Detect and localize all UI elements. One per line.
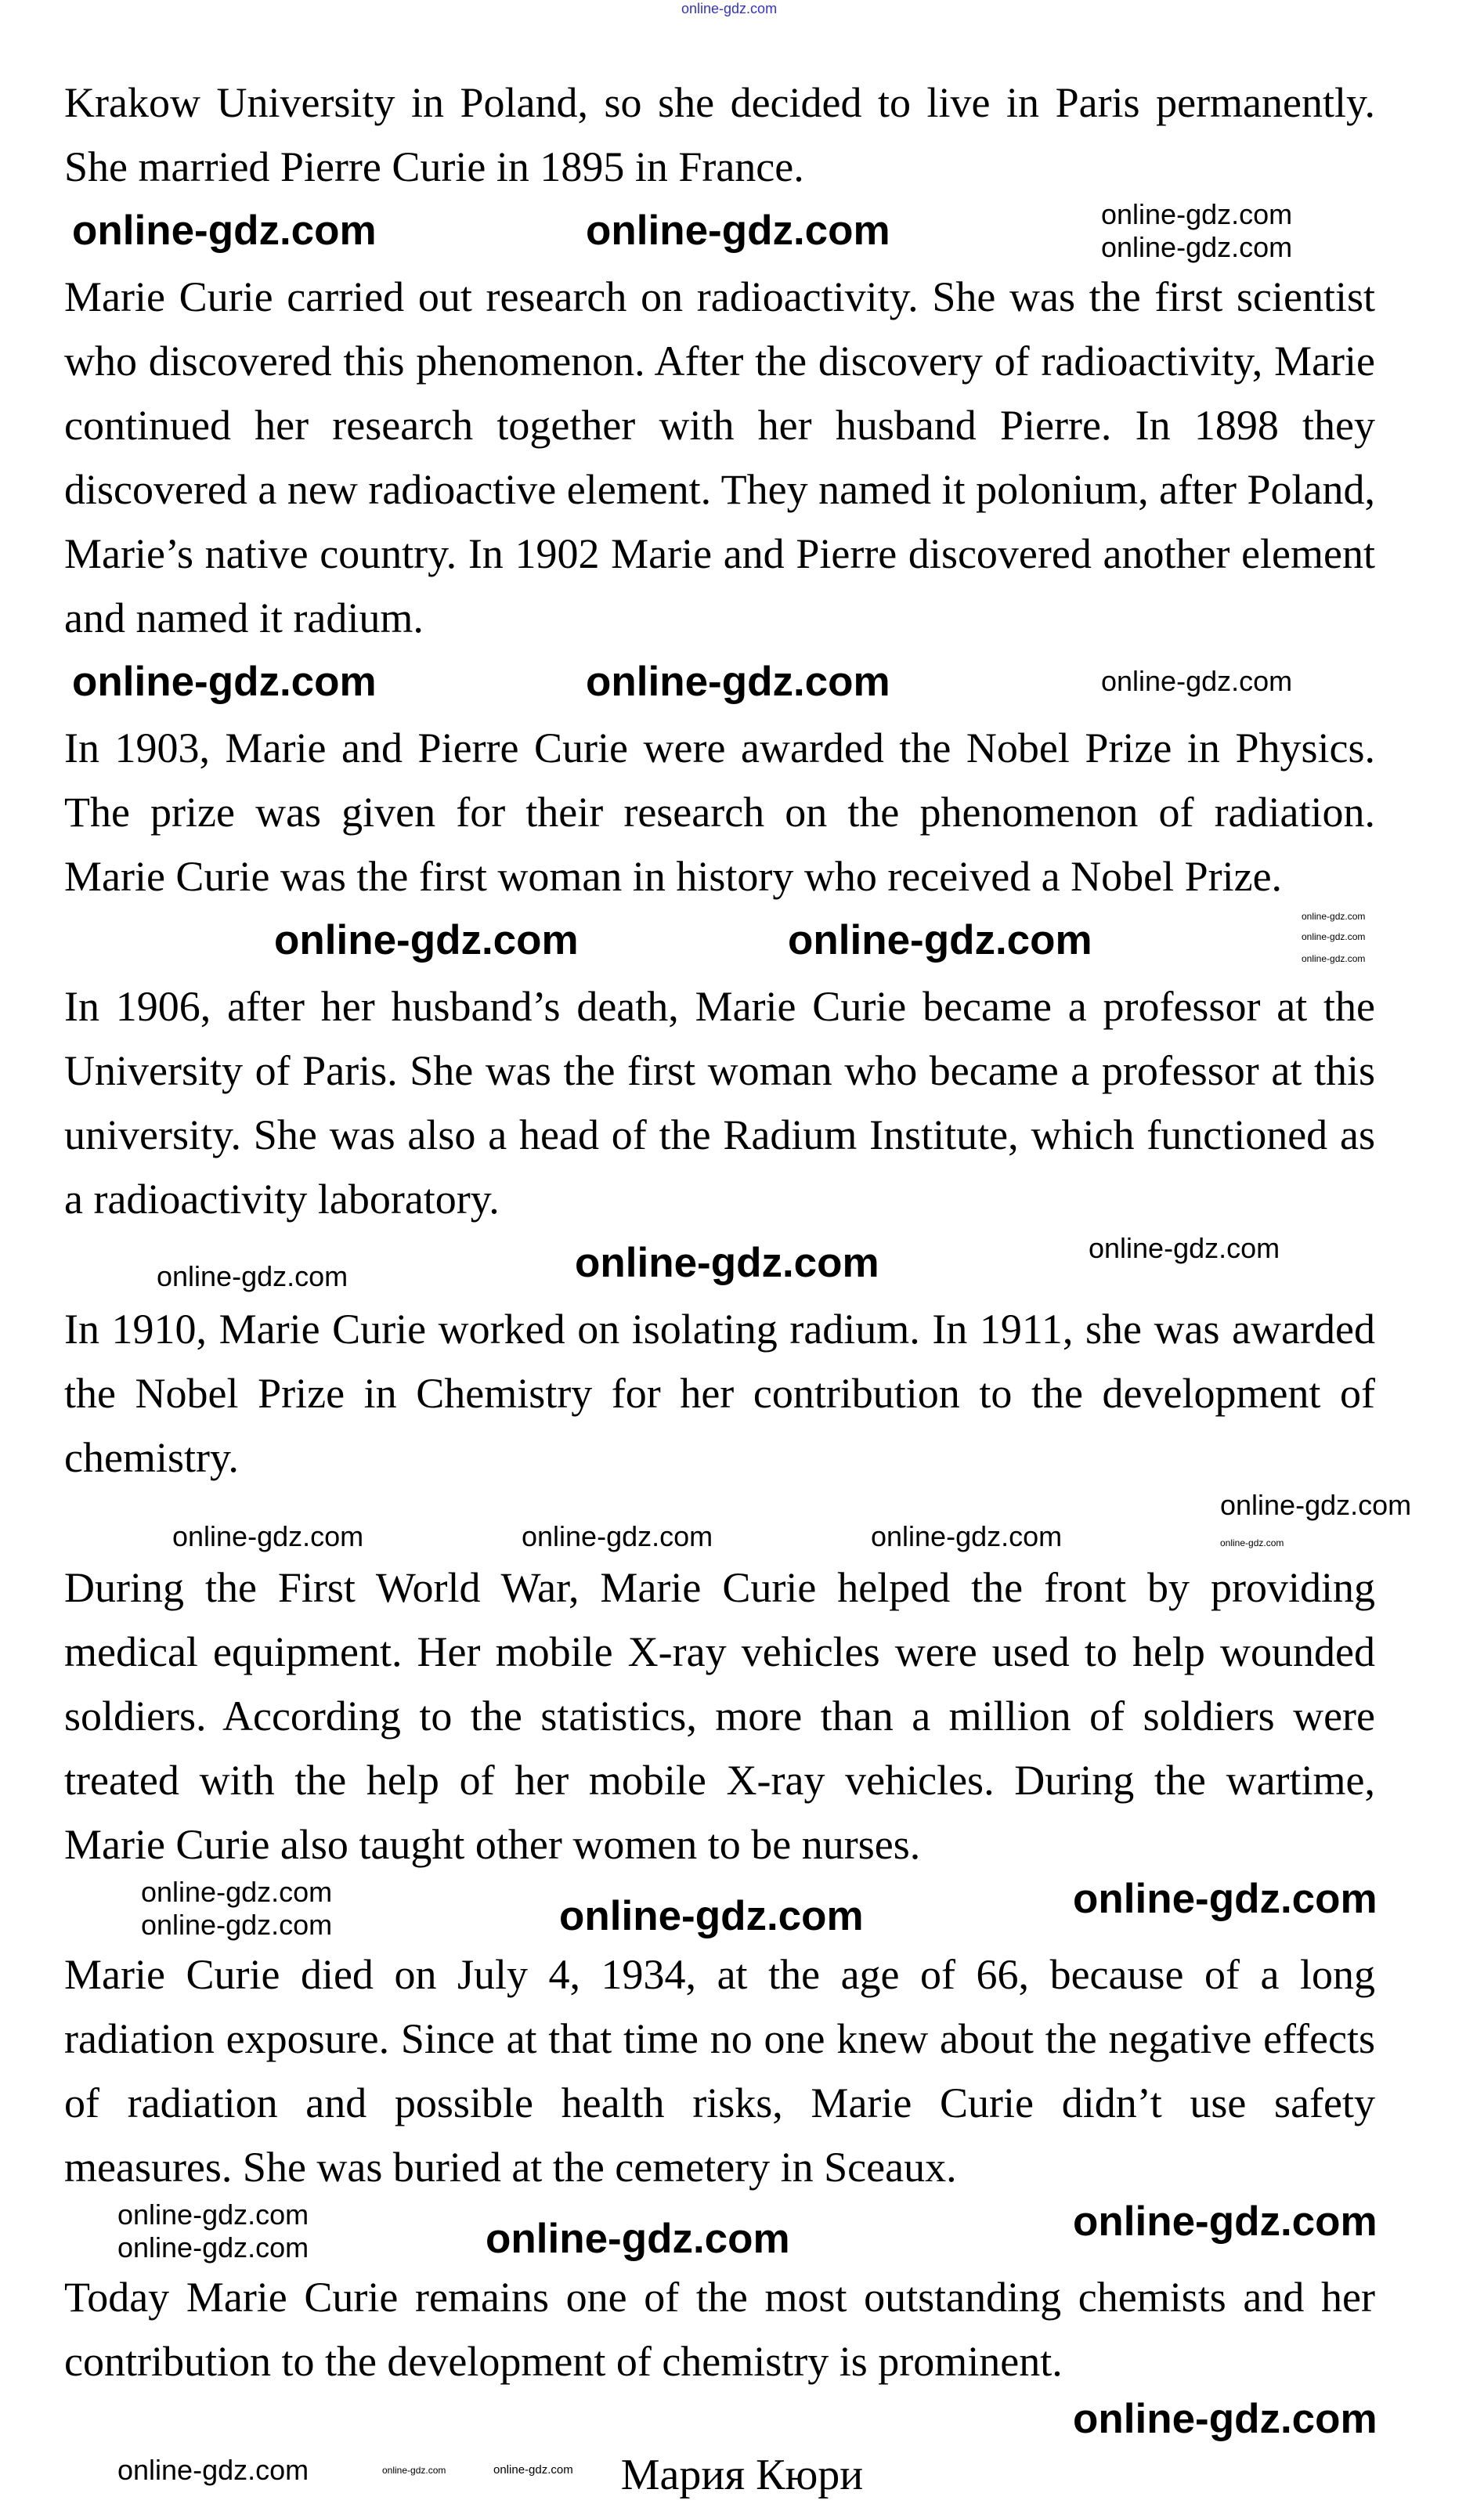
watermark: online-gdz.com [1073,2198,1377,2245]
watermark: online-gdz.com [493,2463,573,2477]
paragraph-7: Marie Curie died on July 4, 1934, at the age of 66, because of a long radiation exposure. Since at that time no one knew about the negative effects of radiation and possible health risks, Marie Curie didn’t use safety measures. She was buried at the cemetery in Sceaux. [64,1951,1375,2191]
watermark: online-gdz.com [141,1909,333,1941]
watermark-row [0,199,1484,265]
watermark: online-gdz.com [1073,2396,1377,2442]
watermark: online-gdz.com [1101,231,1293,263]
watermark-row [0,650,1484,716]
watermark: online-gdz.com [141,1876,333,1908]
watermark: online-gdz.com [172,1520,364,1552]
watermark: online-gdz.com [117,2454,309,2486]
watermark-row [0,1877,1484,1942]
watermark: online-gdz.com [586,659,890,705]
paragraph-8: Today Marie Curie remains one of the most outstanding chemists and her contribution to the development of chemistry is prominent. [64,2274,1375,2385]
watermark: online-gdz.com [274,917,579,963]
watermark: online-gdz.com [486,2216,790,2262]
footer-area [0,2394,1484,2511]
watermark: online-gdz.com [1101,198,1293,230]
header-area [0,0,1484,70]
watermark: online-gdz.com [681,1,778,16]
watermark: online-gdz.com [586,208,890,254]
watermark: online-gdz.com [1220,1537,1284,1548]
watermark: online-gdz.com [788,917,1092,963]
watermark-row [0,2199,1484,2265]
watermark: online-gdz.com [1101,665,1293,697]
paragraph-3: In 1903, Marie and Pierre Curie were awarded the Nobel Prize in Physics. The prize was given for their research on the phenomenon of radiation. Marie Curie was the first woman in history who received a Nobel Prize. [64,724,1375,900]
paragraph-1: Krakow University in Poland, so she decided to live in Paris permanently. She married Pierre Curie in 1895 in France. [64,79,1375,190]
watermark: online-gdz.com [72,208,377,254]
watermark: online-gdz.com [871,1520,1063,1552]
watermark: online-gdz.com [575,1240,879,1286]
watermark: online-gdz.com [117,2198,309,2231]
watermark: online-gdz.com [1302,953,1366,964]
watermark: online-gdz.com [1302,931,1366,942]
watermark: online-gdz.com [382,2465,446,2476]
watermark: online-gdz.com [157,1260,348,1292]
watermark: online-gdz.com [1302,911,1366,922]
watermark-row [0,1231,1484,1297]
paragraph-6: During the First World War, Marie Curie helped the front by providing medical equipment. Her mobile X-ray vehicles were used to help wounded soldiers. According to the statistics, more than a million of soldiers were treated with the help of her mobile X-ray vehicles. During the wartime, Marie Curie also taught other women to be nurses. [64,1564,1375,1868]
watermark: online-gdz.com [522,1520,713,1552]
watermark: online-gdz.com [72,659,377,705]
watermark-row [0,1490,1484,1555]
paragraph-5: In 1910, Marie Curie worked on isolating radium. In 1911, she was awarded the Nobel Prize in Chemistry for her contribution to the development of chemistry. [64,1306,1375,1481]
watermark: online-gdz.com [1073,1876,1377,1922]
paragraph-2: Marie Curie carried out research on radioactivity. She was the first scientist who discovered this phenomenon. After the discovery of radioactivity, Marie continued her research together with her husband Pierre. In 1898 they discovered a new radioactive element. They named it polonium, after Poland, Marie’s native country. In 1902 Marie and Pierre discovered another element and named it radium. [64,273,1375,641]
paragraph-4: In 1906, after her husband’s death, Marie Curie became a professor at the University of Paris. She was the first woman who became a professor at this university. She was also a head of the Radium Institute, which functioned as a radioactivity laboratory. [64,983,1375,1223]
watermark: online-gdz.com [1220,1489,1412,1521]
watermark: online-gdz.com [117,2231,309,2264]
watermark: online-gdz.com [559,1893,864,1939]
watermark: online-gdz.com [1089,1232,1280,1264]
document-title: Мария Кюри [620,2451,864,2499]
watermark-row [0,909,1484,974]
